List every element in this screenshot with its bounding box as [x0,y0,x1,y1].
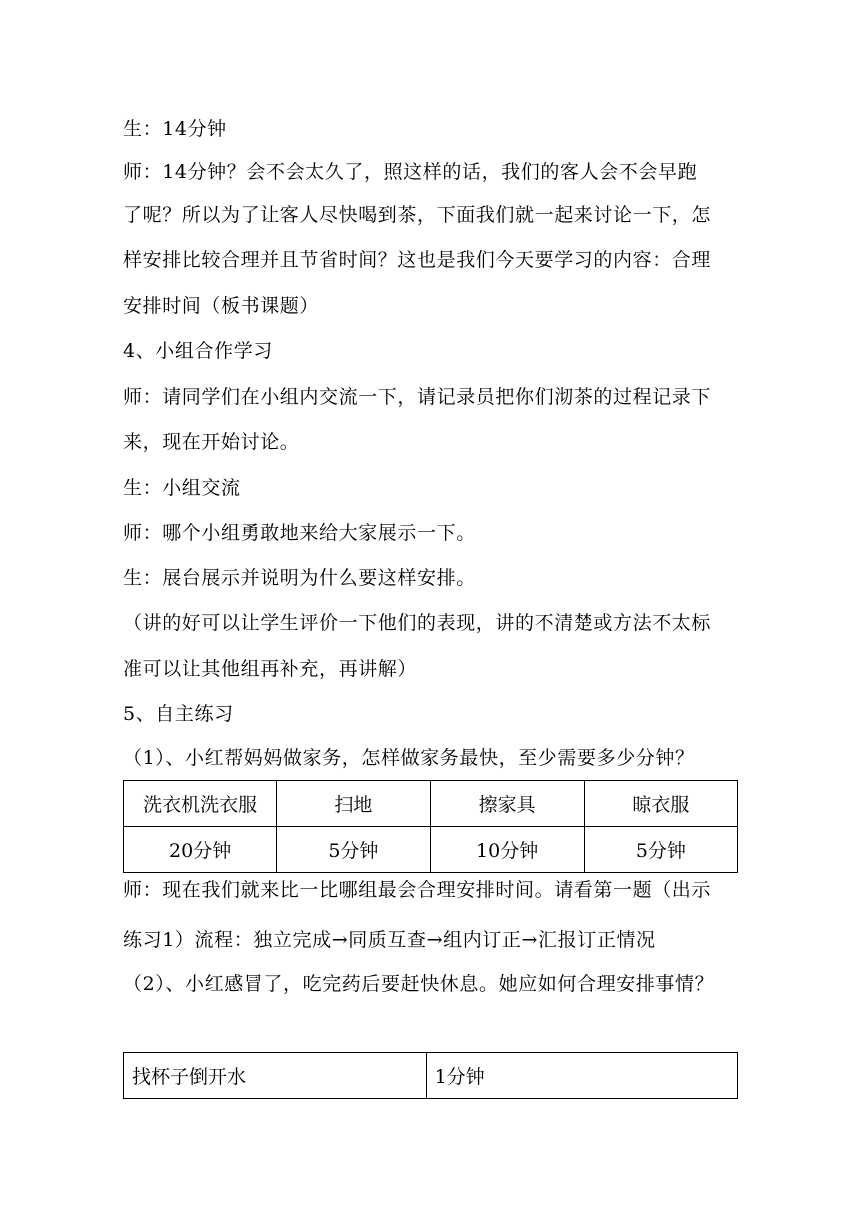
paragraph-line: 准可以让其他组再补充，再讲解） [123,658,418,680]
paragraph-line: 来，现在开始讨论。 [123,431,300,453]
table-header-cell: 扫地 [277,781,430,827]
paragraph-line: 样安排比较合理并且节省时间？这也是我们今天要学习的内容：合理 [123,249,712,271]
table-header-cell: 擦家具 [430,781,584,827]
paragraph-line: 生：14分钟 [123,118,227,140]
table-cell: 找杯子倒开水 [124,1053,427,1099]
table-header-cell: 洗衣机洗衣服 [124,781,277,827]
section-heading: 4、小组合作学习 [123,340,273,362]
table-cell: 1分钟 [426,1053,737,1099]
table-cell: 5分钟 [584,827,737,873]
paragraph-line: 师：请同学们在小组内交流一下，请记录员把你们沏茶的过程记录下 [123,386,712,408]
paragraph-line: 师：哪个小组勇敢地来给大家展示一下。 [123,522,476,544]
paragraph-line: 生：展台展示并说明为什么要这样安排。 [123,567,476,589]
paragraph-line: 了呢？所以为了让客人尽快喝到茶，下面我们就一起来讨论一下，怎 [123,204,712,226]
table-header-cell: 晾衣服 [584,781,737,827]
table-cell: 20分钟 [124,827,277,873]
exercise-question: （1）、小红帮妈妈做家务，怎样做家务最快，至少需要多少分钟？ [123,747,695,769]
paragraph-line: 练习1）流程：独立完成→同质互查→组内订正→汇报订正情况 [123,929,656,951]
paragraph-line: 生：小组交流 [123,477,241,499]
section-heading: 5、自主练习 [123,703,234,725]
paragraph-line: 师：现在我们就来比一比哪组最会合理安排时间。请看第一题（出示 [123,879,712,901]
table-row [124,1053,738,1099]
table-cell: 5分钟 [277,827,430,873]
paragraph-line: （讲的好可以让学生评价一下他们的表现，讲的不清楚或方法不太标 [123,612,712,634]
chores-table [123,780,738,873]
table-row [124,827,738,873]
exercise-question: （2）、小红感冒了，吃完药后要赶快休息。她应如何合理安排事情？ [123,973,715,995]
paragraph-line: 师：14分钟？会不会太久了，照这样的话，我们的客人会不会早跑 [123,161,698,183]
table-cell: 10分钟 [430,827,584,873]
medicine-table [123,1052,738,1099]
paragraph-line: 安排时间（板书课题） [123,295,320,317]
table-row [124,781,738,827]
